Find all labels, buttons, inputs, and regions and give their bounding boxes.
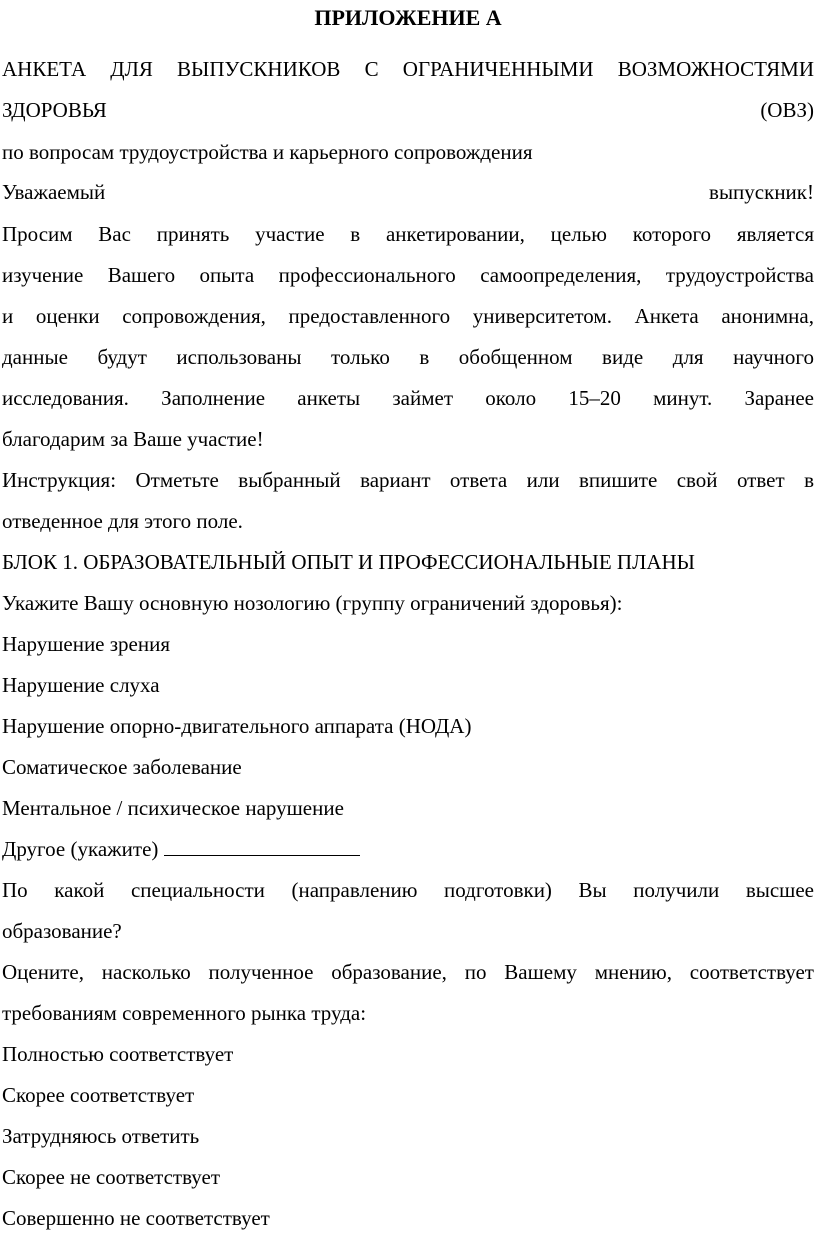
q3-text-line1: Оцените, насколько полученное образование, по Вашему мнению, соответствует <box>2 960 814 984</box>
q1-option[interactable]: Нарушение опорно-двигательного аппарата (НОДА) <box>2 714 472 738</box>
survey-title-left: ЗДОРОВЬЯ <box>2 98 107 122</box>
q3-text-line2: требованиям современного рынка труда: <box>2 1001 367 1025</box>
q2-text-line1: По какой специальности (направлению подготовки) Вы получили высшее <box>2 878 814 902</box>
q1-option[interactable]: Соматическое заболевание <box>2 755 242 779</box>
q1-other-option <box>2 835 814 863</box>
q1-other-input-line[interactable] <box>164 837 360 856</box>
q3-option[interactable]: Полностью соответствует <box>2 1042 234 1066</box>
intro-line: и оценки сопровождения, предоставленного университетом. Анкета анонимна, <box>2 304 814 328</box>
survey-title-right: (ОВЗ) <box>760 98 814 122</box>
instruction-line2: отведенное для этого поле. <box>2 509 243 533</box>
q3-option[interactable]: Скорее не соответствует <box>2 1165 221 1189</box>
q1-option[interactable]: Нарушение слуха <box>2 673 160 697</box>
greeting-line <box>2 178 814 206</box>
intro-line: данные будут использованы только в обобщенном виде для научного <box>2 345 814 369</box>
q1-text: Укажите Вашу основную нозологию (группу ограничений здоровья): <box>2 591 623 615</box>
intro-line: благодарим за Ваше участие! <box>2 427 264 451</box>
q2-text-line2: образование? <box>2 919 122 943</box>
q1-option[interactable]: Ментальное / психическое нарушение <box>2 796 344 820</box>
intro-line: Просим Вас принять участие в анкетировании, целью которого является <box>2 222 814 246</box>
q3-option[interactable]: Совершенно не соответствует <box>2 1206 270 1230</box>
greeting-right: выпускник! <box>709 180 814 204</box>
q3-option[interactable]: Затрудняюсь ответить <box>2 1124 200 1148</box>
greeting-left: Уважаемый <box>2 180 106 204</box>
q1-option[interactable]: Нарушение зрения <box>2 632 170 656</box>
instruction-line1: Инструкция: Отметьте выбранный вариант ответа или впишите свой ответ в <box>2 468 814 492</box>
survey-title-line2 <box>2 96 814 124</box>
block1-title: БЛОК 1. ОБРАЗОВАТЕЛЬНЫЙ ОПЫТ И ПРОФЕССИОНАЛЬНЫЕ ПЛАНЫ <box>2 550 695 574</box>
survey-topic: по вопросам трудоустройства и карьерного сопровождения <box>2 140 533 164</box>
q3-option[interactable]: Скорее соответствует <box>2 1083 195 1107</box>
q1-other-label: Другое (укажите) <box>2 837 159 861</box>
intro-line: исследования. Заполнение анкеты займет около 15–20 минут. Заранее <box>2 386 814 410</box>
page-title: ПРИЛОЖЕНИЕ А <box>314 5 502 30</box>
intro-line: изучение Вашего опыта профессионального самоопределения, трудоустройства <box>2 263 814 287</box>
survey-title-line1: АНКЕТА ДЛЯ ВЫПУСКНИКОВ С ОГРАНИЧЕННЫМИ ВОЗМОЖНОСТЯМИ <box>2 57 814 81</box>
